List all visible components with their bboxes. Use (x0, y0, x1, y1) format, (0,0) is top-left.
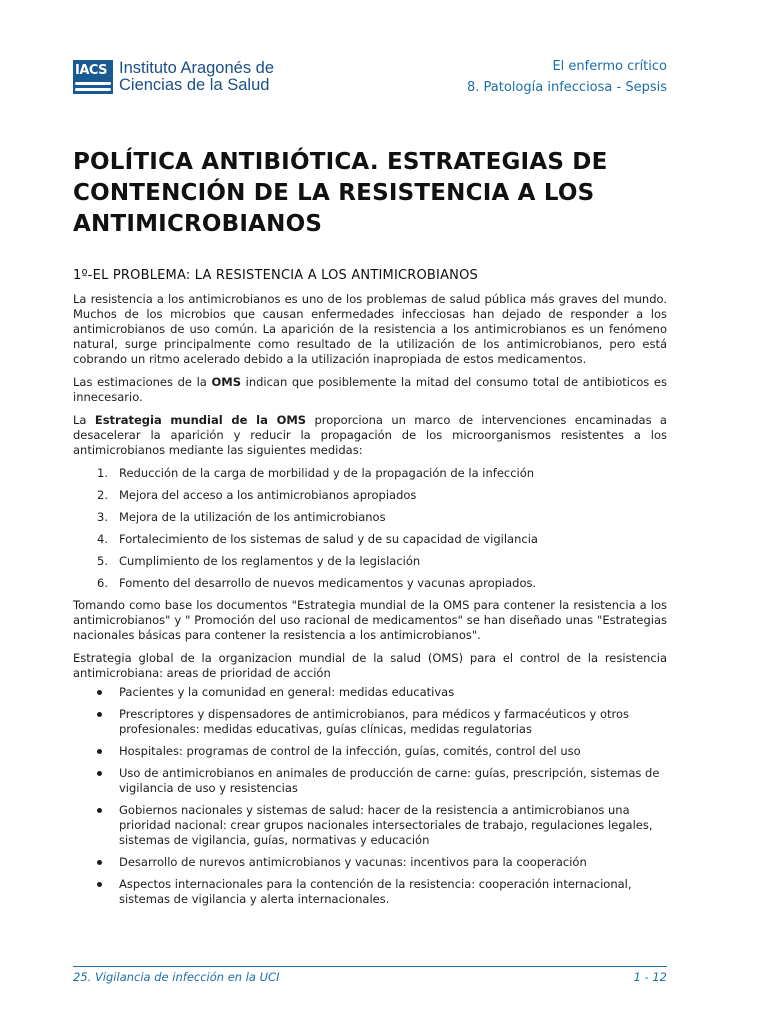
text-segment: Las estimaciones de la (73, 375, 212, 389)
footer-chapter: 25. Vigilancia de infección en la UCI (73, 970, 280, 984)
list-item (73, 707, 667, 737)
iacs-logo (73, 60, 274, 94)
priorities-list (73, 685, 667, 907)
list-item (73, 510, 667, 525)
list-item-text: Desarrollo de nurevos antimicrobianos y vacunas: incentivos para la cooperación (119, 855, 587, 869)
list-item (73, 803, 667, 848)
list-item-text: Pacientes y la comunidad en general: medidas educativas (119, 685, 455, 699)
institution-name (119, 60, 274, 94)
list-item-text: Cumplimiento de los reglamentos y de la legislación (119, 554, 421, 568)
section-heading: 1º-EL PROBLEMA: LA RESISTENCIA A LOS ANTIMICROBIANOS (73, 268, 478, 283)
measures-list (73, 466, 667, 591)
list-number: 1. (97, 466, 108, 480)
list-item-text: Reducción de la carga de morbilidad y de la propagación de la infección (119, 466, 535, 480)
text-segment: La (73, 413, 95, 427)
list-item (73, 855, 667, 870)
paragraph-oms-estimate (73, 375, 667, 405)
bullet-icon (97, 712, 102, 717)
header-titles (467, 56, 667, 98)
bullet-icon (97, 690, 102, 695)
text-segment: proporciona un marco de intervenciones encaminadas a desacelerar la aparición y reducir la propagación de los microorganismos resistentes a los antimicrobianos mediante las siguientes medidas: (73, 413, 667, 457)
list-item (73, 554, 667, 569)
bullet-icon (97, 860, 102, 865)
iacs-logo-mark (73, 60, 113, 94)
list-item-text: Mejora del acceso a los antimicrobianos apropiados (119, 488, 417, 502)
bullet-icon (97, 749, 102, 754)
paragraph-strategy (73, 413, 667, 458)
list-item-text: Prescriptores y dispensadores de antimicrobianos, para médicos y farmacéuticos y otros profesionales: medidas educativas, guías clínicas, medidas regulatorias (119, 707, 630, 736)
list-item (73, 766, 667, 796)
list-item-text: Hospitales: programas de control de la infección, guías, comités, control del uso (119, 744, 581, 758)
list-item-text: Aspectos internacionales para la contención de la resistencia: cooperación internacional, sistemas de vigilancia y alerta internacionales. (119, 877, 632, 906)
list-item (73, 744, 667, 759)
list-item (73, 466, 667, 481)
list-item-text: Fomento del desarrollo de nuevos medicamentos y vacunas apropiados. (119, 576, 537, 590)
page-footer (73, 966, 667, 984)
bold-segment: OMS (211, 375, 241, 389)
footer-page-number: 1 - 12 (633, 970, 667, 984)
document-title: POLÍTICA ANTIBIÓTICA. ESTRATEGIAS DE CONTENCIÓN DE LA RESISTENCIA A LOS ANTIMICROBIANOS (73, 149, 608, 237)
list-number: 5. (97, 554, 108, 568)
paragraph-intro: La resistencia a los antimicrobianos es uno de los problemas de salud pública más graves del mundo. Muchos de los microbios que causan enfermedades infecciosas han dejado de responder a los antimicrobianos de uso común. La aparición de la resistencia a los antimicrobianos es un fenómeno natural, surge principalmente como resultado de la utilización de los antimicrobianos, pero está cobrando un ritmo acelerado debido a la utilización inapropiada de estos medicamentos. (73, 292, 667, 366)
bullet-icon (97, 808, 102, 813)
list-number: 3. (97, 510, 108, 524)
bullet-icon (97, 771, 102, 776)
list-item (73, 488, 667, 503)
text-segment: indican que posiblemente la mitad del consumo total de antibioticos es innecesario. (73, 375, 667, 404)
list-item (73, 685, 667, 700)
list-item (73, 532, 667, 547)
document-body (73, 268, 667, 914)
list-item-text: Uso de antimicrobianos en animales de producción de carne: guías, prescripción, sistemas de vigilancia de uso y resistencias (119, 766, 660, 795)
institution-line-2: Ciencias de la Salud (119, 76, 270, 94)
list-number: 6. (97, 576, 108, 590)
course-title: El enfermo crítico (552, 59, 667, 74)
bullet-icon (97, 882, 102, 887)
logo-wave-icon (75, 82, 111, 85)
list-item (73, 877, 667, 907)
bold-segment: Estrategia mundial de la OMS (94, 413, 307, 427)
logo-wave-icon (75, 88, 111, 91)
list-number: 2. (97, 488, 108, 502)
paragraph-global-strategy: Estrategia global de la organizacion mundial de la salud (OMS) para el control de la resistencia antimicrobiana: areas de prioridad de acción (73, 651, 667, 680)
list-item-text: Fortalecimiento de los sistemas de salud y de su capacidad de vigilancia (119, 532, 538, 546)
paragraph-documents: Tomando como base los documentos "Estrategia mundial de la OMS para contener la resistencia a los antimicrobianos" y " Promoción del uso racional de medicamentos" se han diseñado unas "Estrategias nacionales básicas para contener la resistencia a los antimicrobianos". (73, 598, 667, 642)
logo-text: IACS (75, 63, 108, 78)
list-item-text: Mejora de la utilización de los antimicrobianos (119, 510, 386, 524)
institution-line-1: Instituto Aragonés de (119, 59, 275, 77)
list-number: 4. (97, 532, 108, 546)
section-title: 8. Patología infecciosa - Sepsis (467, 80, 667, 95)
list-item-text: Gobiernos nacionales y sistemas de salud: hacer de la resistencia a antimicrobianos una prioridad nacional: crear grupos nacionales intersectoriales de trabajo, regulaciones legales, sistemas de vigilancia, guías, normativas y educación (119, 803, 653, 847)
list-item (73, 576, 667, 591)
page-header (73, 56, 667, 100)
